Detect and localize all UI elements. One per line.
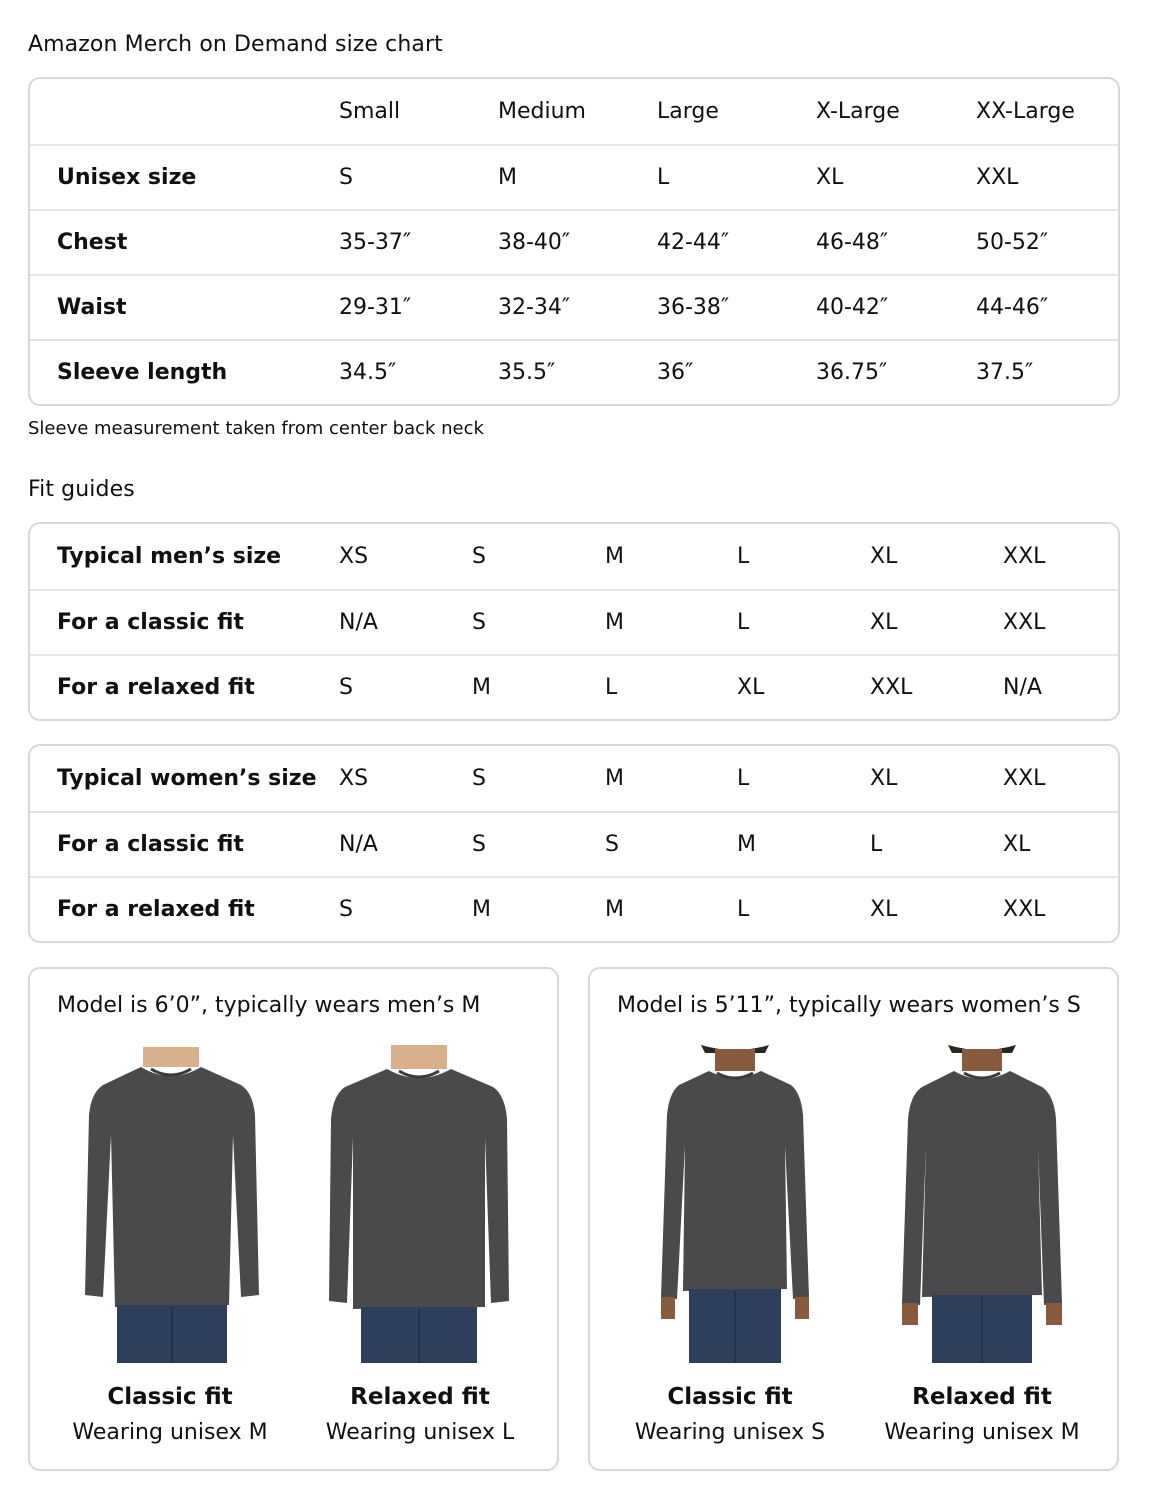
- table-cell: M: [605, 766, 624, 791]
- mens-classic-fit-photo: [81, 1045, 261, 1363]
- table-row: [30, 811, 1118, 876]
- table-cell: M: [472, 675, 491, 700]
- table-cell: XXL: [976, 165, 1019, 190]
- table-cell: S: [472, 766, 486, 791]
- table-cell: 44-46″: [976, 295, 1049, 320]
- table-cell: XXL: [1003, 544, 1046, 569]
- table-cell: 36-38″: [657, 295, 730, 320]
- row-label: For a relaxed fit: [57, 675, 255, 700]
- table-cell: S: [472, 832, 486, 857]
- size-chart-title: Amazon Merch on Demand size chart: [28, 32, 443, 57]
- table-cell: XS: [339, 544, 369, 569]
- womens-relaxed-fit-photo: [892, 1045, 1072, 1363]
- table-cell: 29-31″: [339, 295, 412, 320]
- row-label: For a classic fit: [57, 610, 244, 635]
- table-cell: 35.5″: [498, 360, 556, 385]
- table-cell: N/A: [339, 610, 378, 635]
- row-label: Typical women’s size: [57, 766, 317, 791]
- table-cell: XL: [816, 165, 844, 190]
- table-cell: M: [498, 165, 517, 190]
- table-cell: 40-42″: [816, 295, 889, 320]
- womens-classic-fit-wearing: Wearing unisex S: [634, 1420, 826, 1445]
- table-cell: XL: [870, 897, 898, 922]
- header-xx-large: XX-Large: [976, 99, 1075, 124]
- table-cell: N/A: [1003, 675, 1042, 700]
- table-row: [30, 339, 1118, 404]
- table-cell: S: [339, 675, 353, 700]
- mens-fit-table: [28, 522, 1120, 721]
- mens-model-title: Model is 6’0”, typically wears men’s M: [57, 993, 481, 1018]
- table-cell: L: [737, 544, 750, 569]
- table-cell: XL: [737, 675, 765, 700]
- table-cell: M: [605, 610, 624, 635]
- womens-model-card: [588, 967, 1119, 1471]
- womens-classic-fit-label: Classic fit: [667, 1384, 793, 1410]
- row-label: Unisex size: [57, 165, 197, 190]
- womens-model-title: Model is 5’11”, typically wears women’s S: [617, 993, 1081, 1018]
- table-cell: XXL: [870, 675, 913, 700]
- womens-relaxed-fit-label: Relaxed fit: [912, 1384, 1052, 1410]
- table-cell: L: [737, 610, 750, 635]
- header-small: Small: [339, 99, 401, 124]
- table-cell: S: [339, 897, 353, 922]
- table-row: [30, 524, 1118, 589]
- table-row: [30, 209, 1118, 274]
- header-x-large: X-Large: [816, 99, 900, 124]
- table-cell: S: [472, 610, 486, 635]
- table-cell: XXL: [1003, 897, 1046, 922]
- womens-relaxed-fit-wearing: Wearing unisex M: [884, 1420, 1080, 1445]
- table-cell: XXL: [1003, 610, 1046, 635]
- table-cell: S: [605, 832, 619, 857]
- table-row: [30, 746, 1118, 811]
- table-cell: L: [737, 766, 750, 791]
- row-label: For a classic fit: [57, 832, 244, 857]
- table-cell: L: [605, 675, 618, 700]
- table-cell: XL: [870, 610, 898, 635]
- mens-relaxed-fit-label: Relaxed fit: [350, 1384, 490, 1410]
- mens-model-card: [28, 967, 559, 1471]
- table-cell: M: [472, 897, 491, 922]
- table-cell: XL: [1003, 832, 1031, 857]
- table-row: [30, 876, 1118, 941]
- row-label: Waist: [57, 295, 127, 320]
- table-cell: S: [339, 165, 353, 190]
- table-cell: XL: [870, 766, 898, 791]
- table-cell: 38-40″: [498, 230, 571, 255]
- header-medium: Medium: [498, 99, 586, 124]
- womens-classic-fit-photo: [645, 1045, 825, 1363]
- row-label: Typical men’s size: [57, 544, 282, 569]
- mens-relaxed-fit-wearing: Wearing unisex L: [325, 1420, 515, 1445]
- mens-relaxed-fit-photo: [329, 1045, 509, 1363]
- row-label: For a relaxed fit: [57, 897, 255, 922]
- table-cell: L: [870, 832, 883, 857]
- row-label: Sleeve length: [57, 360, 228, 385]
- table-cell: 50-52″: [976, 230, 1049, 255]
- mens-classic-fit-label: Classic fit: [107, 1384, 233, 1410]
- table-cell: XS: [339, 766, 369, 791]
- size-chart-table: [28, 77, 1120, 406]
- table-cell: 36.75″: [816, 360, 888, 385]
- row-label: Chest: [57, 230, 128, 255]
- table-row: [30, 274, 1118, 339]
- table-row: [30, 144, 1118, 209]
- table-cell: 46-48″: [816, 230, 889, 255]
- table-cell: 42-44″: [657, 230, 730, 255]
- table-row: [30, 654, 1118, 719]
- womens-fit-table: [28, 744, 1120, 943]
- table-row: [30, 589, 1118, 654]
- table-cell: 34.5″: [339, 360, 397, 385]
- table-cell: 32-34″: [498, 295, 571, 320]
- table-cell: 35-37″: [339, 230, 412, 255]
- mens-classic-fit-wearing: Wearing unisex M: [72, 1420, 268, 1445]
- table-cell: M: [737, 832, 756, 857]
- table-cell: M: [605, 897, 624, 922]
- table-cell: L: [737, 897, 750, 922]
- table-cell: 37.5″: [976, 360, 1034, 385]
- header-large: Large: [657, 99, 719, 124]
- size-chart-header-row: [30, 79, 1118, 144]
- table-cell: S: [472, 544, 486, 569]
- fit-guides-title: Fit guides: [28, 477, 135, 502]
- table-cell: XL: [870, 544, 898, 569]
- table-cell: M: [605, 544, 624, 569]
- table-cell: 36″: [657, 360, 694, 385]
- table-cell: L: [657, 165, 670, 190]
- sleeve-note: Sleeve measurement taken from center back neck: [28, 418, 484, 439]
- table-cell: XXL: [1003, 766, 1046, 791]
- table-cell: N/A: [339, 832, 378, 857]
